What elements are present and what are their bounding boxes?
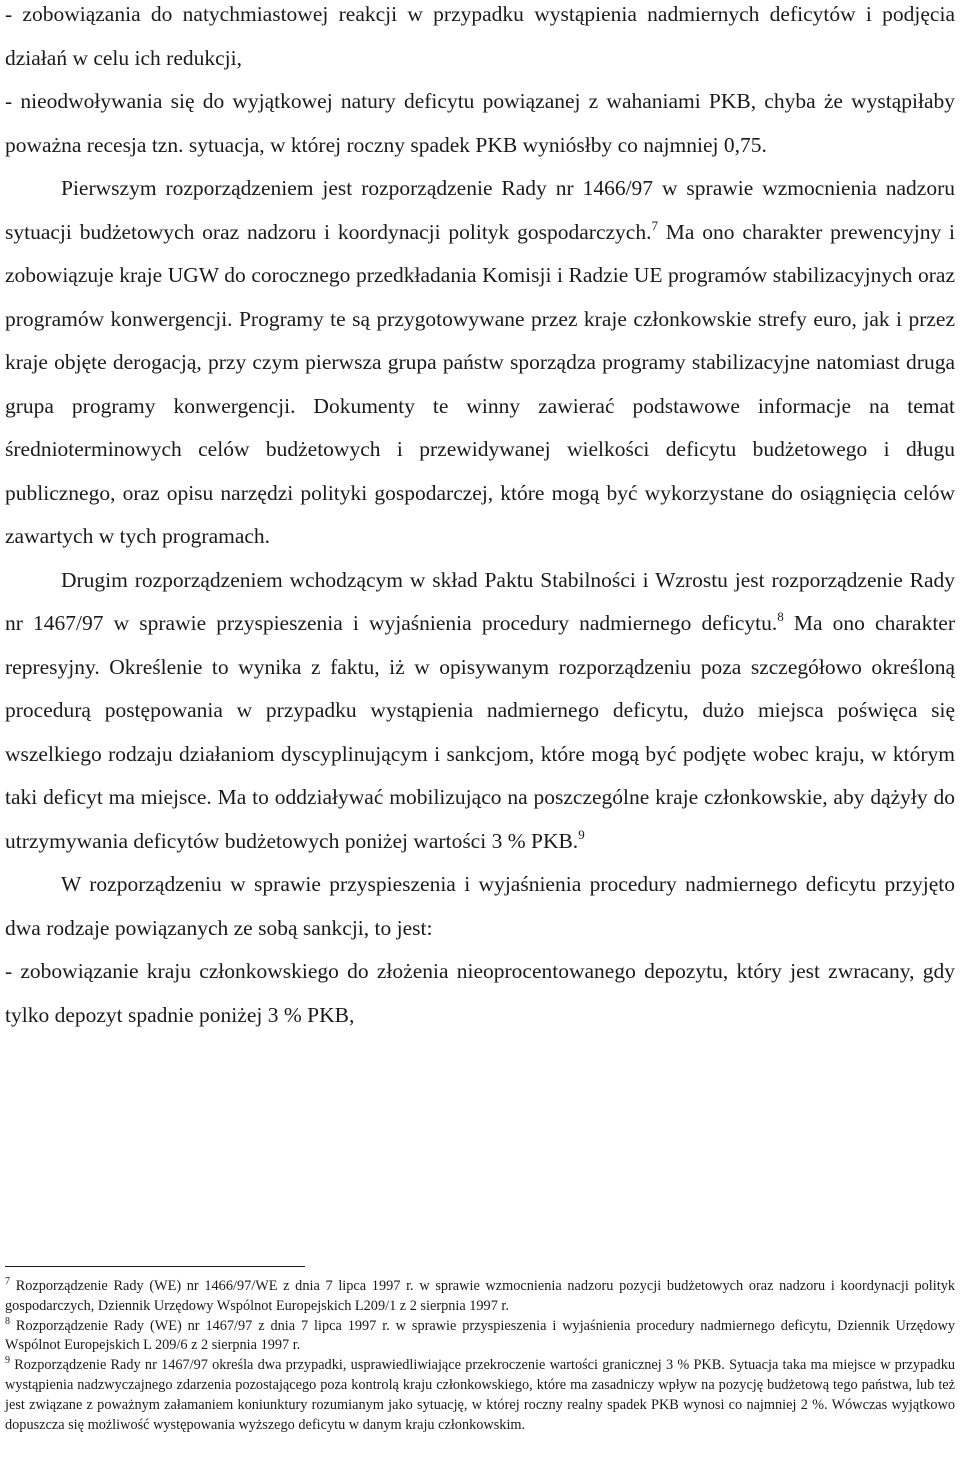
footnote-9 [5, 1356, 955, 1435]
paragraph-bullet-1: - zobowiązania do natychmiastowej reakcji w przypadku wystąpienia nadmiernych deficytów i podjęcia działań w celu ich redukcji, [5, 2, 955, 70]
footnote-8 [5, 1317, 955, 1357]
footnote-number: 8 [5, 1315, 10, 1327]
footnote-ref-8: 8 [777, 609, 784, 624]
footnote-7 [5, 1277, 955, 1317]
footnote-number: 9 [5, 1355, 10, 1367]
footnote-text: Rozporządzenie Rady (WE) nr 1467/97 z dnia 7 lipca 1997 r. w sprawie przyspieszenia i wyjaśnienia procedury nadmiernego deficytu, Dziennik Urzędowy Wspólnot Europejskich L 209/6 z 2 sierpnia 1997 r. [5, 1317, 955, 1354]
document-page [5, 0, 955, 1037]
paragraph-regulation-1466 [5, 167, 955, 559]
main-text [5, 0, 955, 1037]
footnote-ref-9: 9 [578, 826, 585, 842]
paragraph-sanctions: W rozporządzeniu w sprawie przyspieszenia i wyjaśnienia procedury nadmiernego deficytu przyjęto dwa rodzaje powiązanych ze sobą sankcji, to jest: [5, 872, 955, 940]
footnote-separator [5, 1266, 305, 1267]
paragraph-regulation-1467 [5, 559, 955, 864]
paragraph-text: Ma ono charakter prewencyjny i zobowiązuje kraje UGW do corocznego przedkładania Komisji i Radzie UE programów stabilizacyjnych oraz programów konwergencji. Programy te są przygotowywane przez kraje członkowskie strefy euro, jak i przez kraje objęte derogacją, przy czym pierwsza grupa państw sporządza programy stabilizacyjne natomiast druga grupa programy konwergencji. Dokumenty te winny zawierać podstawowe informacje na temat średnioterminowych celów budżetowych i przewidywanej wielkości deficytu budżetowego i długu publicznego, oraz opisu narzędzi polityki gospodarczej, które mogą być wykorzystane do osiągnięcia celów zawartych w tych programach. [5, 219, 956, 548]
paragraph-text: Ma ono charakter represyjny. Określenie to wynika z faktu, iż w opisywanym rozporządzeniu poza szczegółowo określoną procedurą postępowania w przypadku wystąpienia nadmiernego deficytu, dużo miejsca poświęca się wszelkiego rodzaju działaniom dyscyplinującym i sankcjom, które mogą być podjęte wobec kraju, w którym taki deficyt ma miejsce. Ma to oddziaływać mobilizująco na poszczególne kraje członkowskie, aby dążyły do utrzymywania deficytów budżetowych poniżej wartości 3 % PKB. [5, 611, 955, 853]
paragraph-text: Pierwszym rozporządzeniem jest rozporządzenie Rady nr 1466/97 w sprawie wzmocnienia nadzoru sytuacji budżetowych oraz nadzoru i koordynacji polityk gospodarczych. [5, 176, 955, 244]
footnote-number: 7 [5, 1276, 10, 1287]
footnotes-section [5, 1266, 955, 1435]
footnote-text: Rozporządzenie Rady nr 1467/97 określa dwa przypadki, usprawiedliwiające przekroczenie wartości granicznej 3 % PKB. Sytuacja taka ma miejsce w przypadku wystąpienia nadzwyczajnego zdarzenia pozostającego poza kontrolą kraju członkowskiego, które ma zasadniczy wpływ na pozycję budżetową tego państwa, lub też jest związane z poważnym załamaniem koniunktury rozumianym jako sytuację, w której roczny realny spadek PKB wynosi co najmniej 2 %. Wówczas wyjątkowo dopuszcza się możliwość występowania wyższego deficytu w danym kraju członkowskim. [5, 1357, 955, 1433]
paragraph-bullet-3: - zobowiązanie kraju członkowskiego do złożenia nieoprocentowanego depozytu, który jest zwracany, gdy tylko depozyt spadnie poniżej 3 % PKB, [5, 959, 955, 1027]
paragraph-bullet-2: - nieodwoływania się do wyjątkowej natury deficytu powiązanej z wahaniami PKB, chyba że wystąpiłaby poważna recesja tzn. sytuacja, w której roczny spadek PKB wyniósłby co najmniej 0,75. [5, 89, 955, 157]
footnote-ref-7: 7 [651, 217, 658, 233]
paragraph-text: Drugim rozporządzeniem wchodzącym w skład Paktu Stabilności i Wzrostu jest rozporządzenie Rady nr 1467/97 w sprawie przyspieszenia i wyjaśnienia procedury nadmiernego deficytu. [5, 567, 955, 635]
footnote-text: Rozporządzenie Rady (WE) nr 1466/97/WE z dnia 7 lipca 1997 r. w sprawie wzmocnienia nadzoru pozycji budżetowych oraz nadzoru i koordynacji polityk gospodarczych, Dziennik Urzędowy Wspólnot Europejskich L209/1 z 2 sierpnia 1997 r. [5, 1278, 955, 1314]
